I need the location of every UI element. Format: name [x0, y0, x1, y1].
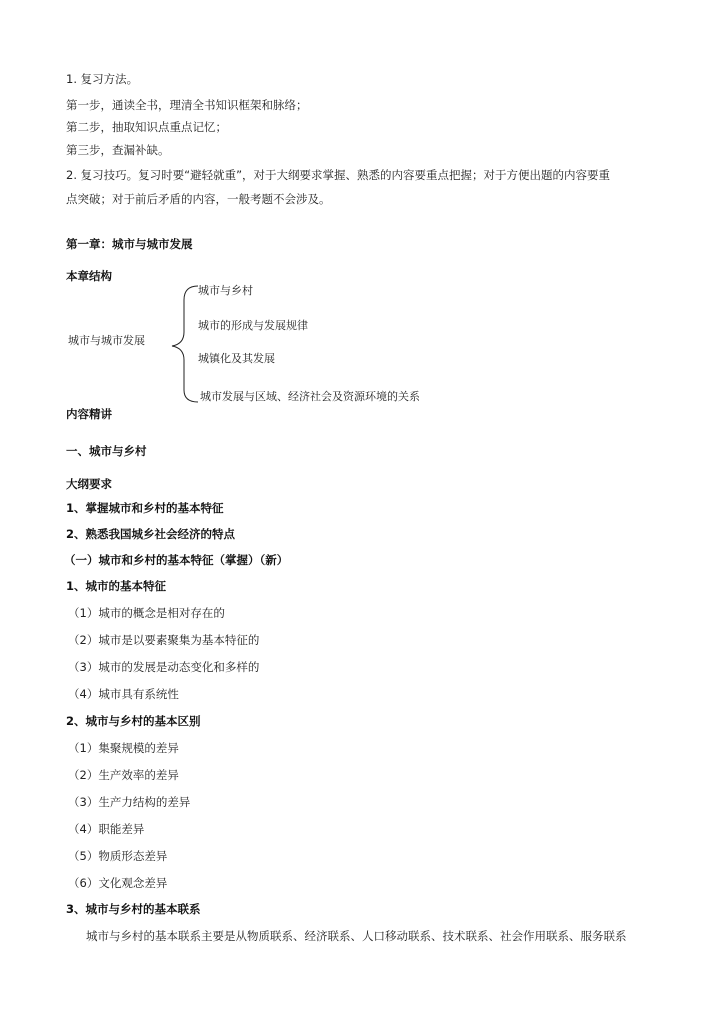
- intro-line: 1. 复习方法。: [66, 72, 139, 86]
- section-title: 一、城市与乡村: [66, 444, 147, 458]
- outline-title: 大纲要求: [66, 477, 112, 491]
- list-item: （1）集聚规模的差异: [68, 741, 179, 755]
- structure-title: 本章结构: [66, 269, 112, 283]
- list-item: （4）城市具有系统性: [68, 687, 179, 701]
- list-item: （2）生产效率的差异: [68, 768, 179, 782]
- chapter-title: 第一章：城市与城市发展: [66, 237, 193, 251]
- intro-line: 第三步，查漏补缺。: [66, 143, 170, 157]
- subsection-title: （一）城市和乡村的基本特征（掌握）（新）: [64, 553, 289, 567]
- list-item: （3）生产力结构的差异: [68, 795, 191, 809]
- content-title: 内容精讲: [66, 407, 112, 421]
- diagram-branch: 城市发展与区域、经济社会及资源环境的关系: [200, 390, 420, 403]
- intro-line: 第二步，抽取知识点重点记忆；: [66, 120, 227, 134]
- intro-line: 2. 复习技巧。复习时要“避轻就重”，对于大纲要求掌握、熟悉的内容要重点把握；对于方便出题的内容要重: [66, 168, 611, 182]
- chapter-structure-diagram: [60, 278, 480, 408]
- list-item: （3）城市的发展是动态变化和多样的: [68, 660, 260, 674]
- list-item: （2）城市是以要素聚集为基本特征的: [68, 633, 260, 647]
- diagram-root: 城市与城市发展: [68, 334, 145, 347]
- intro-line: 第一步，通读全书，理清全书知识框架和脉络；: [66, 98, 308, 112]
- diagram-branch: 城市与乡村: [198, 284, 253, 297]
- diagram-branch: 城市的形成与发展规律: [198, 319, 308, 332]
- list-item: （4）职能差异: [68, 822, 145, 836]
- diagram-branch: 城镇化及其发展: [198, 352, 275, 365]
- heading: 2、城市与乡村的基本区别: [66, 714, 201, 728]
- heading: 3、城市与乡村的基本联系: [66, 902, 201, 916]
- list-item: （1）城市的概念是相对存在的: [68, 606, 225, 620]
- heading: 1、城市的基本特征: [66, 579, 167, 593]
- paragraph: 城市与乡村的基本联系主要是从物质联系、经济联系、人口移动联系、技术联系、社会作用联系、服务联系: [86, 929, 627, 943]
- outline-item: 1、掌握城市和乡村的基本特征: [66, 501, 224, 515]
- intro-line: 点突破；对于前后矛盾的内容，一般考题不会涉及。: [66, 192, 331, 206]
- list-item: （5）物质形态差异: [68, 849, 168, 863]
- list-item: （6）文化观念差异: [68, 876, 168, 890]
- outline-item: 2、熟悉我国城乡社会经济的特点: [66, 527, 235, 541]
